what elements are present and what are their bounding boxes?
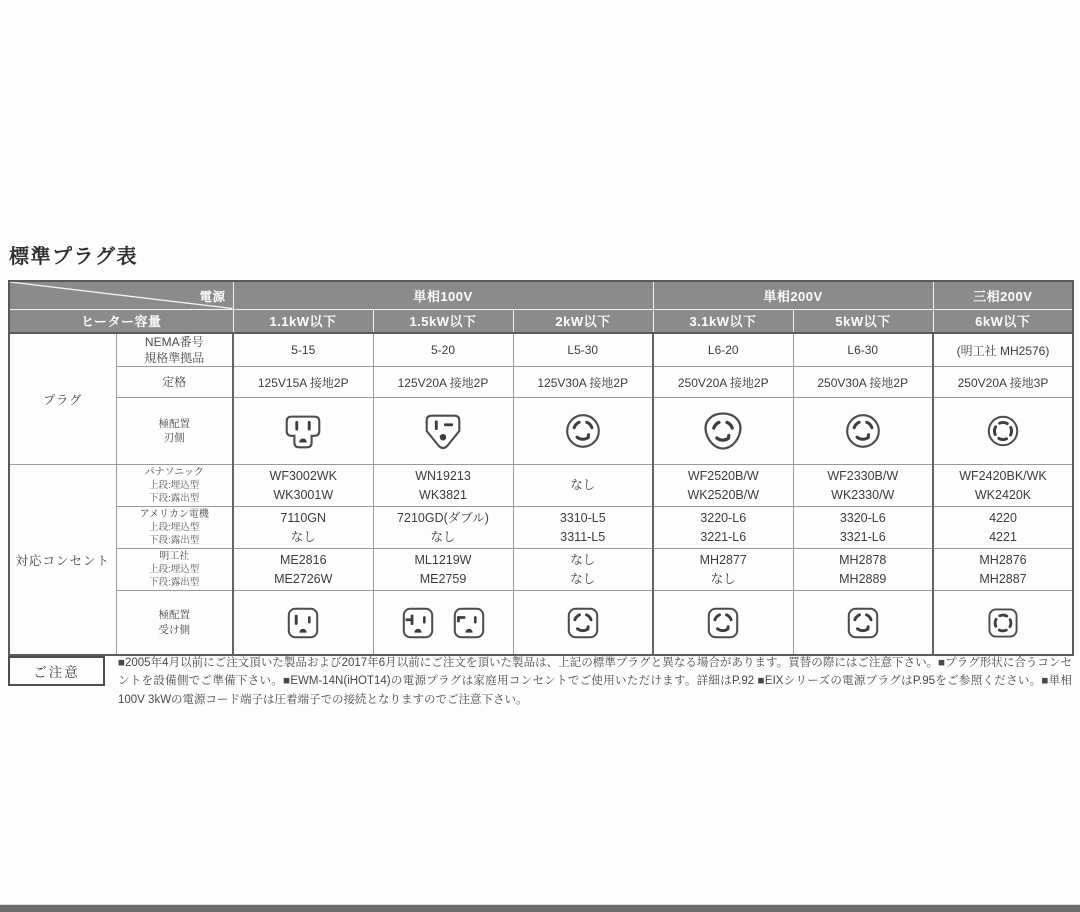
twist-lock-outlet-3slot-icon bbox=[701, 601, 745, 645]
meiko-cell: MH2878 MH2889 bbox=[793, 549, 933, 591]
american-denki-cell: 4220 4221 bbox=[933, 507, 1073, 549]
receptacle-arrangement-row bbox=[9, 591, 1073, 655]
nema-row bbox=[9, 333, 1073, 367]
outlet-5-20-horizontal-slot-icon bbox=[447, 601, 491, 645]
rating-row bbox=[9, 367, 1073, 398]
twist-lock-3slot-triangular-icon bbox=[699, 407, 747, 455]
twist-lock-outlet-4slot-icon bbox=[982, 602, 1024, 644]
capacity-1-1kw: 1.1kW以下 bbox=[233, 309, 373, 333]
capacity-1-5kw: 1.5kW以下 bbox=[373, 309, 513, 333]
capacity-5kw: 5kW以下 bbox=[793, 309, 933, 333]
heater-capacity-label: ヒーター容量 bbox=[9, 309, 233, 333]
section-outlet: 対応コンセント bbox=[9, 465, 116, 655]
meiko-cell: MH2877 なし bbox=[653, 549, 793, 591]
page-title: 標準プラグ表 bbox=[9, 246, 138, 268]
capacity-3-1kw: 3.1kW以下 bbox=[653, 309, 793, 333]
capacity-header-row bbox=[9, 309, 1073, 333]
page-bottom-bar bbox=[0, 904, 1080, 912]
panasonic-cell: WF2420BK/WK WK2420K bbox=[933, 465, 1073, 507]
american-denki-cell: 3310-L5 3311-L5 bbox=[513, 507, 653, 549]
twist-lock-outlet-3slot-icon bbox=[561, 601, 605, 645]
twist-lock-4slot-round-icon bbox=[981, 409, 1025, 453]
capacity-2kw: 2kW以下 bbox=[513, 309, 653, 333]
standard-plug-table bbox=[8, 280, 1074, 656]
blade-row-label: 極配置 刃側 bbox=[116, 398, 233, 465]
rating-cell: 125V15A 接地2P bbox=[233, 367, 373, 398]
outlet-5-20-t-slot-icon bbox=[396, 601, 440, 645]
nema-cell: L6-30 bbox=[793, 333, 933, 367]
american-denki-row bbox=[9, 507, 1073, 549]
power-label: 電源 bbox=[199, 290, 226, 304]
panasonic-cell: WN19213 WK3821 bbox=[373, 465, 513, 507]
twist-lock-3slot-round-icon bbox=[560, 408, 606, 454]
notice-label-box: ご注意 bbox=[8, 656, 105, 686]
receptacle-row-label: 極配置 受け側 bbox=[116, 591, 233, 655]
power-group-200v: 単相200V bbox=[653, 281, 933, 309]
notice-section bbox=[8, 654, 1072, 709]
power-header-row bbox=[9, 281, 1073, 309]
nema-cell: 5-20 bbox=[373, 333, 513, 367]
american-denki-row-label: アメリカン電機 上段:埋込型 下段:露出型 bbox=[116, 507, 233, 549]
panasonic-cell: WF2520B/W WK2520B/W bbox=[653, 465, 793, 507]
american-denki-cell: 3220-L6 3221-L6 bbox=[653, 507, 793, 549]
capacity-6kw: 6kW以下 bbox=[933, 309, 1073, 333]
nema-cell: 5-15 bbox=[233, 333, 373, 367]
twist-lock-3slot-round-icon bbox=[840, 408, 886, 454]
panasonic-row bbox=[9, 465, 1073, 507]
rating-cell: 250V20A 接地2P bbox=[653, 367, 793, 398]
meiko-row-label: 明工社 上段:埋込型 下段:露出型 bbox=[116, 549, 233, 591]
rating-row-label: 定格 bbox=[116, 367, 233, 398]
nema-row-label: NEMA番号 規格準拠品 bbox=[116, 333, 233, 367]
meiko-cell: MH2876 MH2887 bbox=[933, 549, 1073, 591]
american-denki-cell: 7210GD(ダブル) なし bbox=[373, 507, 513, 549]
rating-cell: 250V30A 接地2P bbox=[793, 367, 933, 398]
meiko-cell: ML1219W ME2759 bbox=[373, 549, 513, 591]
rating-cell: 250V20A 接地3P bbox=[933, 367, 1073, 398]
blade-arrangement-row bbox=[9, 398, 1073, 465]
nema-cell: L6-20 bbox=[653, 333, 793, 367]
panasonic-cell: WF2330B/W WK2330/W bbox=[793, 465, 933, 507]
corner-cell bbox=[9, 281, 233, 309]
panasonic-cell: なし bbox=[513, 465, 653, 507]
power-group-100v: 単相100V bbox=[233, 281, 653, 309]
american-denki-cell: 7110GN なし bbox=[233, 507, 373, 549]
outlet-5-15-icon bbox=[281, 601, 325, 645]
panasonic-row-label: パナソニック 上段:埋込型 下段:露出型 bbox=[116, 465, 233, 507]
nema-cell: L5-30 bbox=[513, 333, 653, 367]
rating-cell: 125V30A 接地2P bbox=[513, 367, 653, 398]
meiko-cell: ME2816 ME2726W bbox=[233, 549, 373, 591]
twist-lock-outlet-3slot-icon bbox=[841, 601, 885, 645]
rating-cell: 125V20A 接地2P bbox=[373, 367, 513, 398]
nema-5-20-plug-icon bbox=[420, 408, 466, 454]
nema-5-15-plug-icon bbox=[280, 408, 326, 454]
american-denki-cell: 3320-L6 3321-L6 bbox=[793, 507, 933, 549]
nema-cell: (明工社 MH2576) bbox=[933, 333, 1073, 367]
power-group-3phase-200v: 三相200V bbox=[933, 281, 1073, 309]
section-plug: プラグ bbox=[9, 333, 116, 465]
panasonic-cell: WF3002WK WK3001W bbox=[233, 465, 373, 507]
meiko-row bbox=[9, 549, 1073, 591]
meiko-cell: なし なし bbox=[513, 549, 653, 591]
notice-text: ■2005年4月以前にご注文頂いた製品および2017年6月以前にご注文を頂いた製品は、上記の標準プラグと異なる場合があります。買替の際にはご注意下さい。■プラグ形状に合うコンセントを設備側でご準備下さい。■EWM-14N(iHOT14)の電源プラグは家庭用コンセントでご使用いただけます。詳細はP.92 ■EIXシリーズの電源プラグはP.95をご参照ください。■単相100V 3kWの電源コード端子は圧着端子での接続となりますのでご注意下さい。 bbox=[118, 657, 1072, 706]
